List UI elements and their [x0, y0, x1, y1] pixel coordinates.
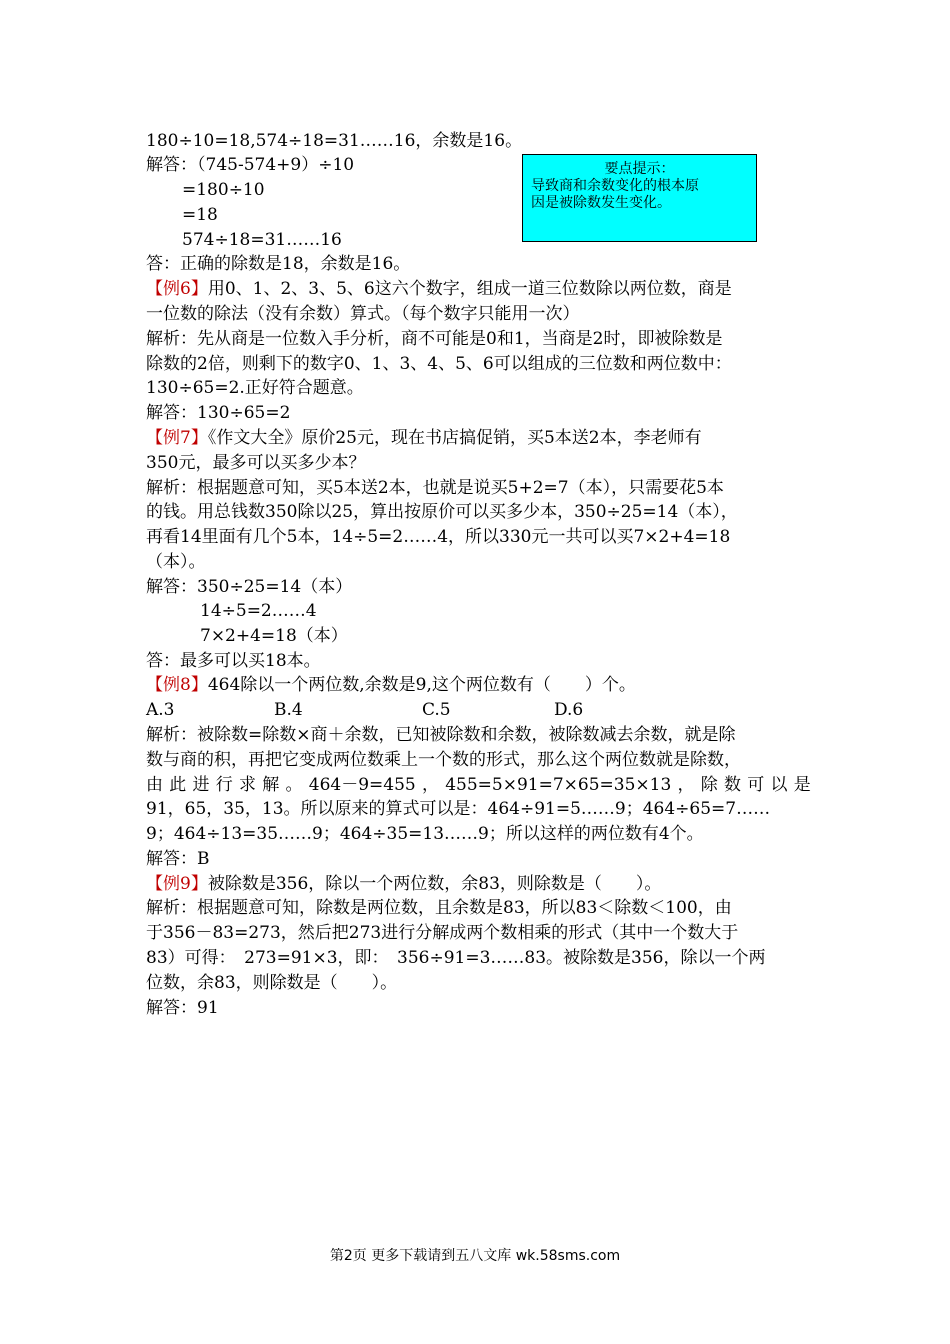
text-line: 解析：先从商是一位数入手分析，商不可能是0和1，当商是2时，即被除数是 [146, 329, 723, 349]
justified-line [146, 773, 811, 797]
justified-word: 求 [239, 775, 256, 795]
text-line: 14÷5=2……4 [200, 601, 317, 621]
text-line: 574÷18=31……16 [182, 230, 342, 250]
example-6-question [146, 277, 811, 301]
text-line: =18 [182, 205, 218, 225]
tip-body-line: 导致商和余数变化的根本原 [531, 178, 699, 194]
example-tag: 【例9】 [146, 874, 208, 894]
text-line: 解答：91 [146, 998, 219, 1018]
question-text: 用0、1、2、3、5、6这六个数字，组成一道三位数除以两位数，商是 [207, 279, 732, 299]
justified-word: 除 [700, 775, 718, 795]
justified-word: ， [421, 775, 439, 795]
option-a: A.3 [146, 700, 175, 720]
justified-word: 464－9=455 [308, 775, 416, 795]
text-line: 答：最多可以买18本。 [146, 651, 321, 671]
question-text: 464除以一个两位数,余数是9,这个两位数有（ ）个。 [207, 675, 636, 695]
text-line: 解答：（745-574+9）÷10 [146, 155, 355, 175]
text-line: 解答：B [146, 849, 210, 869]
justified-word: 可 [747, 775, 765, 795]
options-row [146, 698, 811, 722]
tip-box [522, 154, 757, 242]
tip-title: 要点提示： [604, 161, 675, 177]
example-8-question [146, 673, 811, 697]
text-line: 的钱。用总钱数350除以25，算出按原价可以买多少本，350÷25=14（本）， [146, 502, 738, 522]
text-line: 解答：130÷65=2 [146, 403, 291, 423]
option-c: C.5 [422, 700, 451, 720]
justified-word: 455=5×91=7×65=35×13 [445, 775, 672, 795]
text-line: 数与商的积，再把它变成两位数乘上一个数的形式，那么这个两位数就是除数， [146, 750, 741, 770]
example-tag: 【例6】 [146, 279, 208, 299]
text-line: 解析：根据题意可知，买5本送2本，也就是说买5+2=7（本），只需要花5本 [146, 478, 724, 498]
text-line: 解答：350÷25=14（本） [146, 577, 353, 597]
question-text: 《作文大全》原价25元，现在书店搞促销，买5本送2本，李老师有 [207, 428, 702, 448]
justified-word: 是 [793, 775, 811, 795]
justified-word: 由 [146, 775, 163, 795]
text-line: 130÷65=2.正好符合题意。 [146, 378, 364, 398]
text-line: 91，65，35，13。所以原来的算式可以是：464÷91=5……9；464÷65=7…… [146, 799, 771, 819]
text-line: 83）可得： 273=91×3，即： 356÷91=3……83。被除数是356，除以一个两 [146, 948, 766, 968]
justified-word: 进 [192, 775, 210, 795]
justified-word: 行 [215, 775, 233, 795]
text-line: 7×2+4=18（本） [200, 626, 348, 646]
example-tag: 【例8】 [146, 675, 208, 695]
text-line: （本）。 [146, 552, 206, 572]
text-line: 一位数的除法（没有余数）算式。（每个数字只能用一次） [146, 304, 580, 324]
justified-word: ， [677, 775, 695, 795]
example-7-question [146, 426, 811, 450]
text-line: =180÷10 [182, 180, 265, 200]
justified-word: 数 [724, 775, 742, 795]
justified-word: 此 [169, 775, 187, 795]
option-d: D.6 [554, 700, 584, 720]
option-b: B.4 [274, 700, 303, 720]
text-line: 再看14里面有几个5本，14÷5=2……4，所以330元一共可以买7×2+4=18 [146, 527, 731, 547]
text-line: 位数，余83，则除数是（ ）。 [146, 973, 398, 993]
justified-word: 以 [770, 775, 788, 795]
question-text: 被除数是356，除以一个两位数，余83，则除数是（ ）。 [207, 874, 662, 894]
justified-word: 解 [262, 775, 280, 795]
tip-body-line: 因是被除数发生变化。 [531, 195, 671, 211]
text-line: 350元，最多可以买多少本？ [146, 453, 366, 473]
text-line: 答：正确的除数是18，余数是16。 [146, 254, 411, 274]
justified-word: 。 [285, 775, 303, 795]
example-tag: 【例7】 [146, 428, 208, 448]
text-line: 180÷10=18,574÷18=31……16，余数是16。 [146, 131, 523, 151]
text-line: 解析：被除数=除数×商＋余数，已知被除数和余数，被除数减去余数，就是除 [146, 725, 736, 745]
text-line: 9；464÷13=35……9；464÷35=13……9；所以这样的两位数有4个。 [146, 824, 704, 844]
example-9-question [146, 872, 811, 896]
page-footer: 第2页 更多下载请到五八文库 wk.58sms.com [329, 1248, 621, 1264]
text-line: 于356－83=273，然后把273进行分解成两个数相乘的形式（其中一个数大于 [146, 923, 739, 943]
text-line: 除数的2倍，则剩下的数字0、1、3、4、5、6可以组成的三位数和两位数中： [146, 354, 732, 374]
text-line: 解析：根据题意可知，除数是两位数，且余数是83，所以83＜除数＜100，由 [146, 898, 732, 918]
